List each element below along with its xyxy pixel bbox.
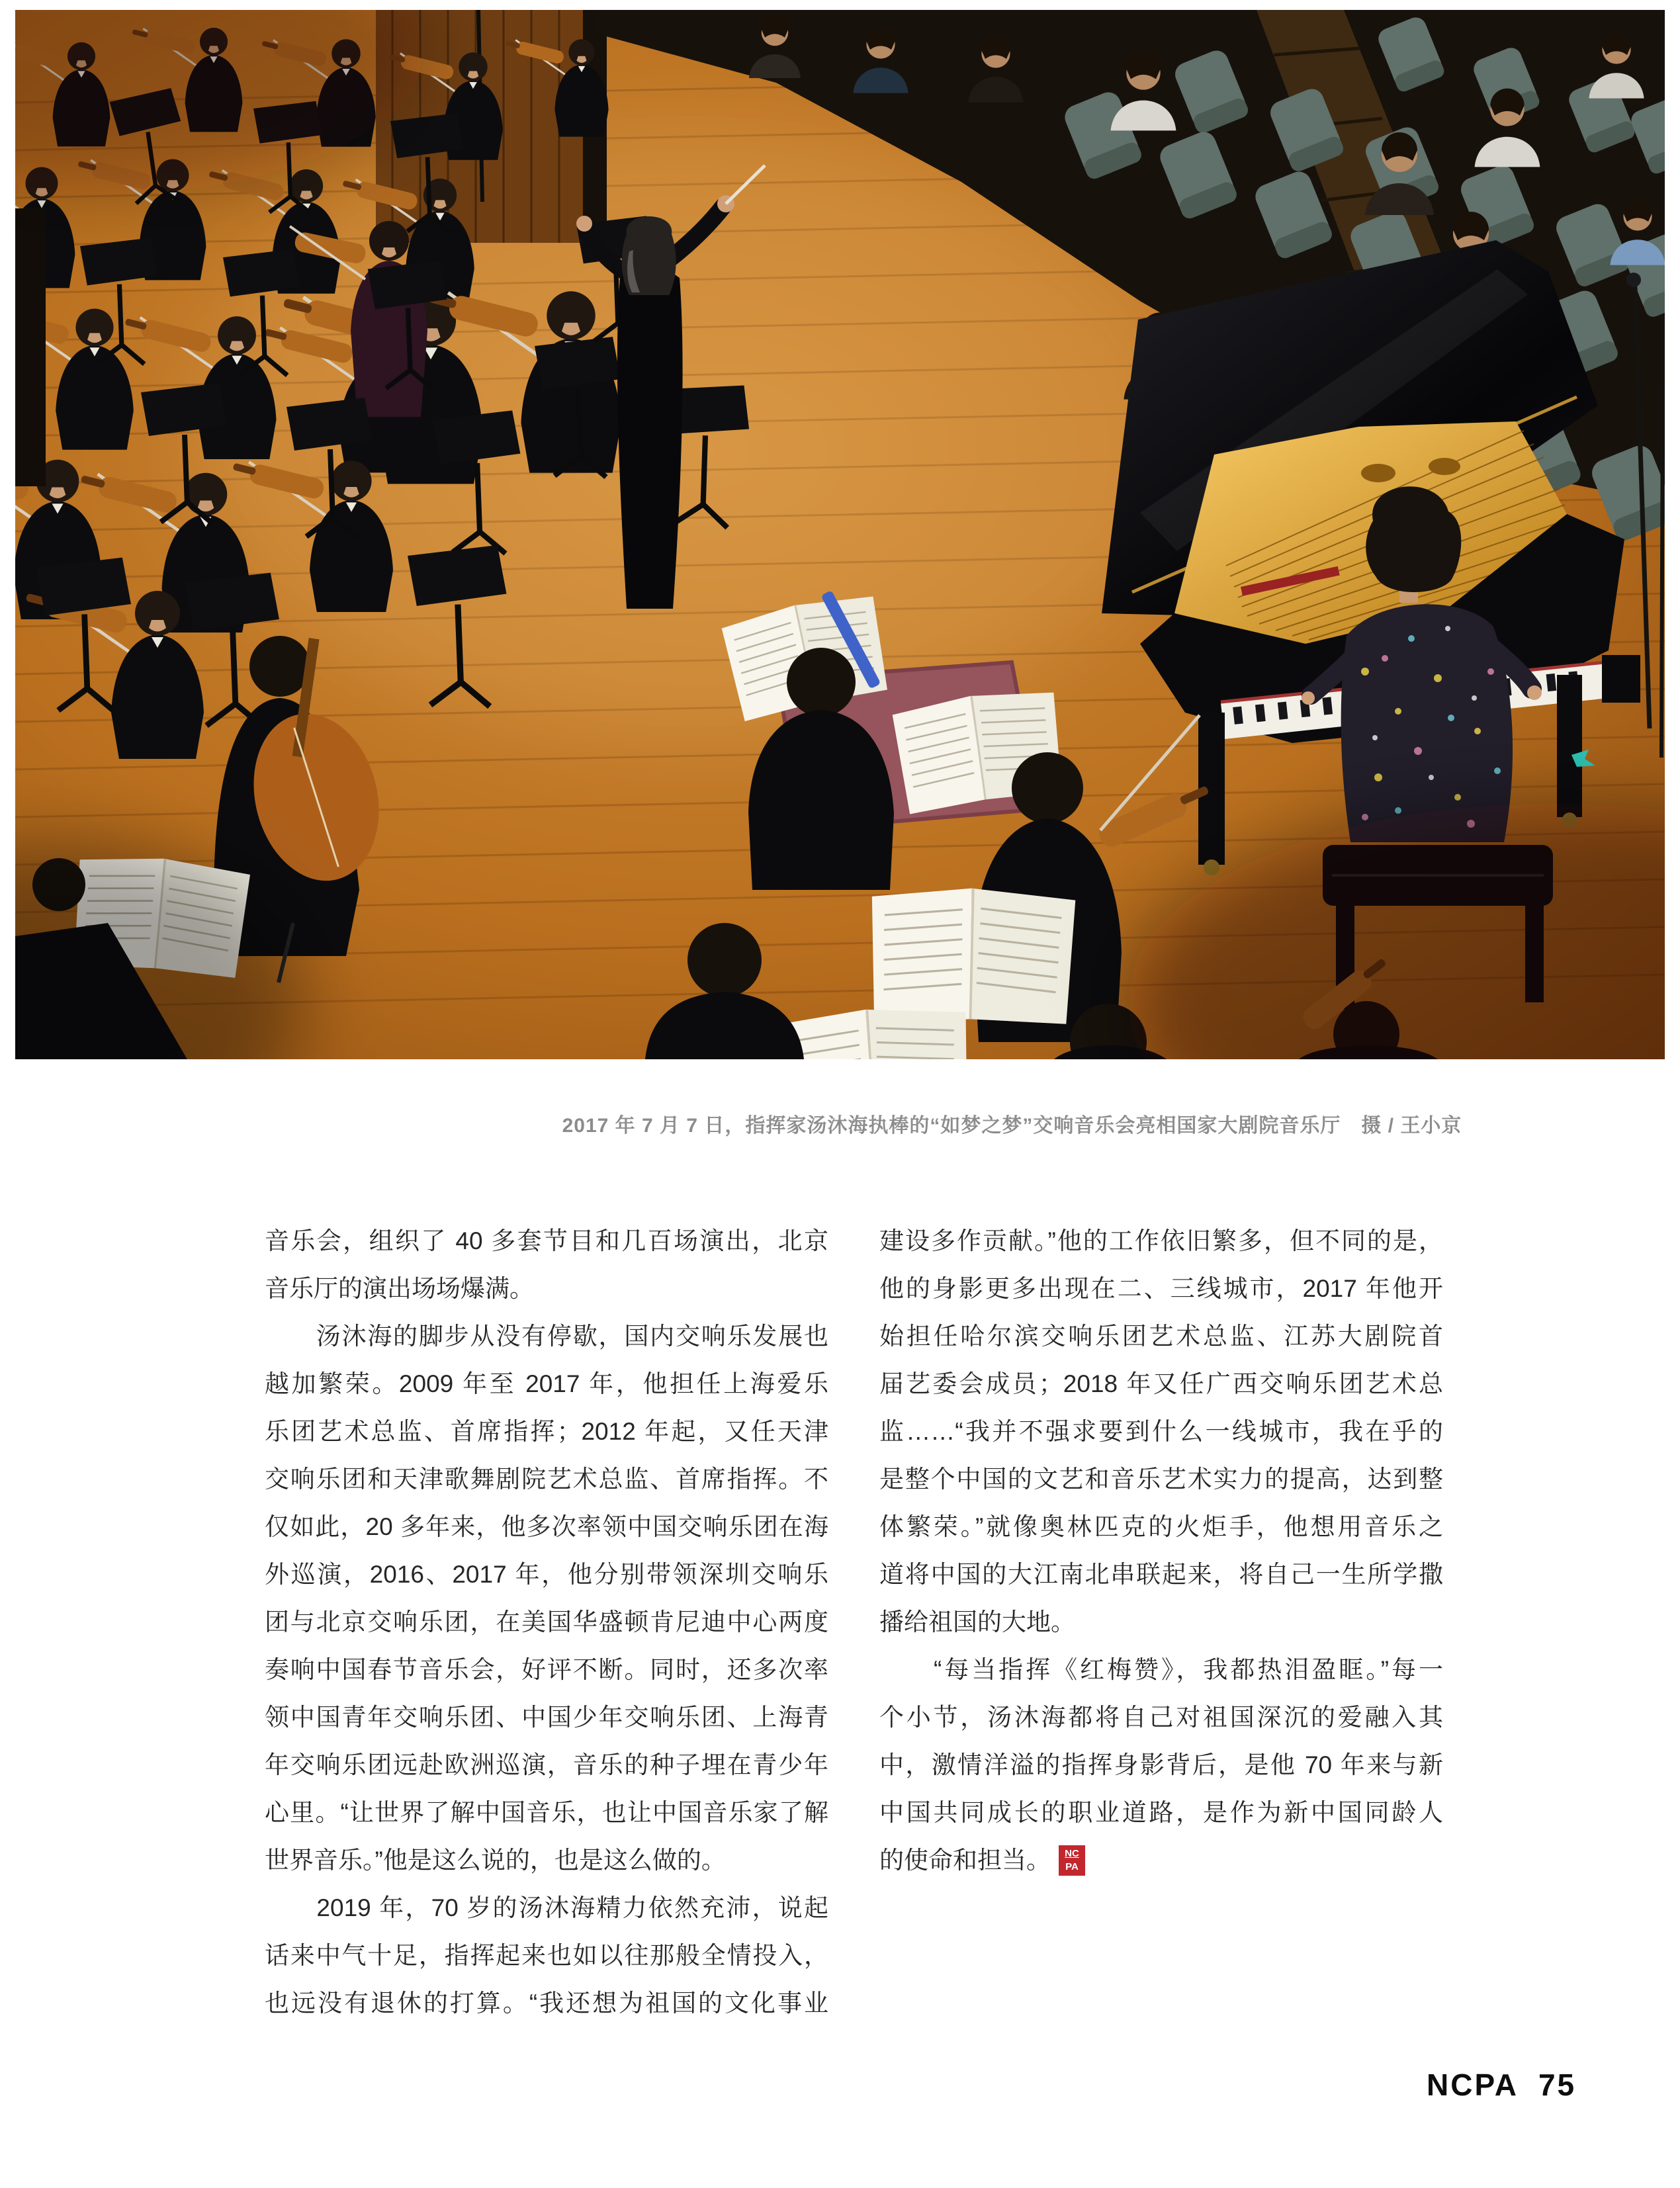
text-line: 世界音乐。”他是这么说的，也是这么做的。 <box>265 1847 726 1874</box>
end-mark-line2: PA <box>1065 1861 1079 1872</box>
end-mark-line1: NC <box>1065 1848 1079 1859</box>
text-line: 乐团艺术总监、首席指挥；2012 年起，又任天津 <box>265 1418 828 1445</box>
article-last-line <box>879 1837 1443 1884</box>
article-column-right-lines <box>879 1217 1443 1837</box>
text-line: 团与北京交响乐团，在美国华盛顿肯尼迪中心两度 <box>265 1608 828 1636</box>
text-line: 话来中气十足，指挥起来也如以往那般全情投入， <box>265 1942 828 1969</box>
text-line: 越加繁荣。2009 年至 2017 年，他担任上海爱乐 <box>265 1370 828 1397</box>
text-line: 他的身影更多出现在二、三线城市，2017 年他开 <box>879 1275 1443 1302</box>
text-line: 也远没有退休的打算。“我还想为祖国的文化事业 <box>265 1990 828 2017</box>
text-line: 建设多作贡献。”他的工作依旧繁多，但不同的是， <box>879 1227 1443 1254</box>
text-line: 届艺委会成员；2018 年又任广西交响乐团艺术总 <box>879 1370 1443 1397</box>
text-line: 监……“我并不强求要到什么一线城市，我在乎的 <box>879 1418 1443 1445</box>
text-line: 奏响中国春节音乐会，好评不断。同时，还多次率 <box>265 1656 828 1683</box>
text-line: 仅如此，20 多年来，他多次率领中国交响乐团在海 <box>265 1513 828 1540</box>
text-line: 心里。“让世界了解中国音乐，也让中国音乐家了解 <box>265 1799 828 1826</box>
ncpa-end-mark <box>1059 1845 1085 1876</box>
article-column-right <box>879 1217 1443 1884</box>
text-line: 汤沐海的脚步从没有停歇，国内交响乐发展也 <box>265 1323 828 1350</box>
text-line: 交响乐团和天津歌舞剧院艺术总监、首席指挥。不 <box>265 1466 828 1493</box>
article-last-line-text: 的使命和担当。 <box>879 1847 1051 1874</box>
text-line: 中国共同成长的职业道路，是作为新中国同龄人 <box>879 1799 1443 1826</box>
text-line: 播给祖国的大地。 <box>879 1608 1075 1636</box>
text-line: 体繁荣。”就像奥林匹克的火炬手，他想用音乐之 <box>879 1513 1443 1540</box>
text-line: 是整个中国的文艺和音乐艺术实力的提高，达到整 <box>879 1466 1443 1493</box>
concert-photo <box>15 10 1665 1059</box>
text-line: 中，激情洋溢的指挥身影背后，是他 70 年来与新 <box>879 1751 1443 1778</box>
text-line: 音乐厅的演出场场爆满。 <box>265 1275 534 1302</box>
text-line: “每当指挥《红梅赞》，我都热泪盈眶。”每一 <box>879 1656 1443 1683</box>
footer-brand: NCPA <box>1427 2068 1519 2102</box>
text-line: 年交响乐团远赴欧洲巡演，音乐的种子埋在青少年 <box>265 1751 828 1778</box>
article-column-left <box>265 1217 828 2027</box>
text-line: 个小节，汤沐海都将自己对祖国深沉的爱融入其 <box>879 1704 1443 1731</box>
page-footer <box>1427 2067 1576 2103</box>
text-line: 道将中国的大江南北串联起来，将自己一生所学撒 <box>879 1561 1443 1588</box>
text-line: 音乐会，组织了 40 多套节目和几百场演出，北京 <box>265 1227 828 1254</box>
footer-page-number: 75 <box>1538 2068 1577 2102</box>
photo-caption: 2017 年 7 月 7 日，指挥家汤沐海执棒的“如梦之梦”交响音乐会亮相国家大剧院音乐厅 摄 / 王小京 <box>562 1115 1462 1137</box>
text-line: 始担任哈尔滨交响乐团艺术总监、江苏大剧院首 <box>879 1323 1443 1350</box>
text-line: 2019 年，70 岁的汤沐海精力依然充沛，说起 <box>265 1894 828 1921</box>
concert-photo-illustration <box>15 10 1665 1059</box>
text-line: 领中国青年交响乐团、中国少年交响乐团、上海青 <box>265 1704 828 1731</box>
text-line: 外巡演，2016、2017 年，他分别带领深圳交响乐 <box>265 1561 828 1588</box>
